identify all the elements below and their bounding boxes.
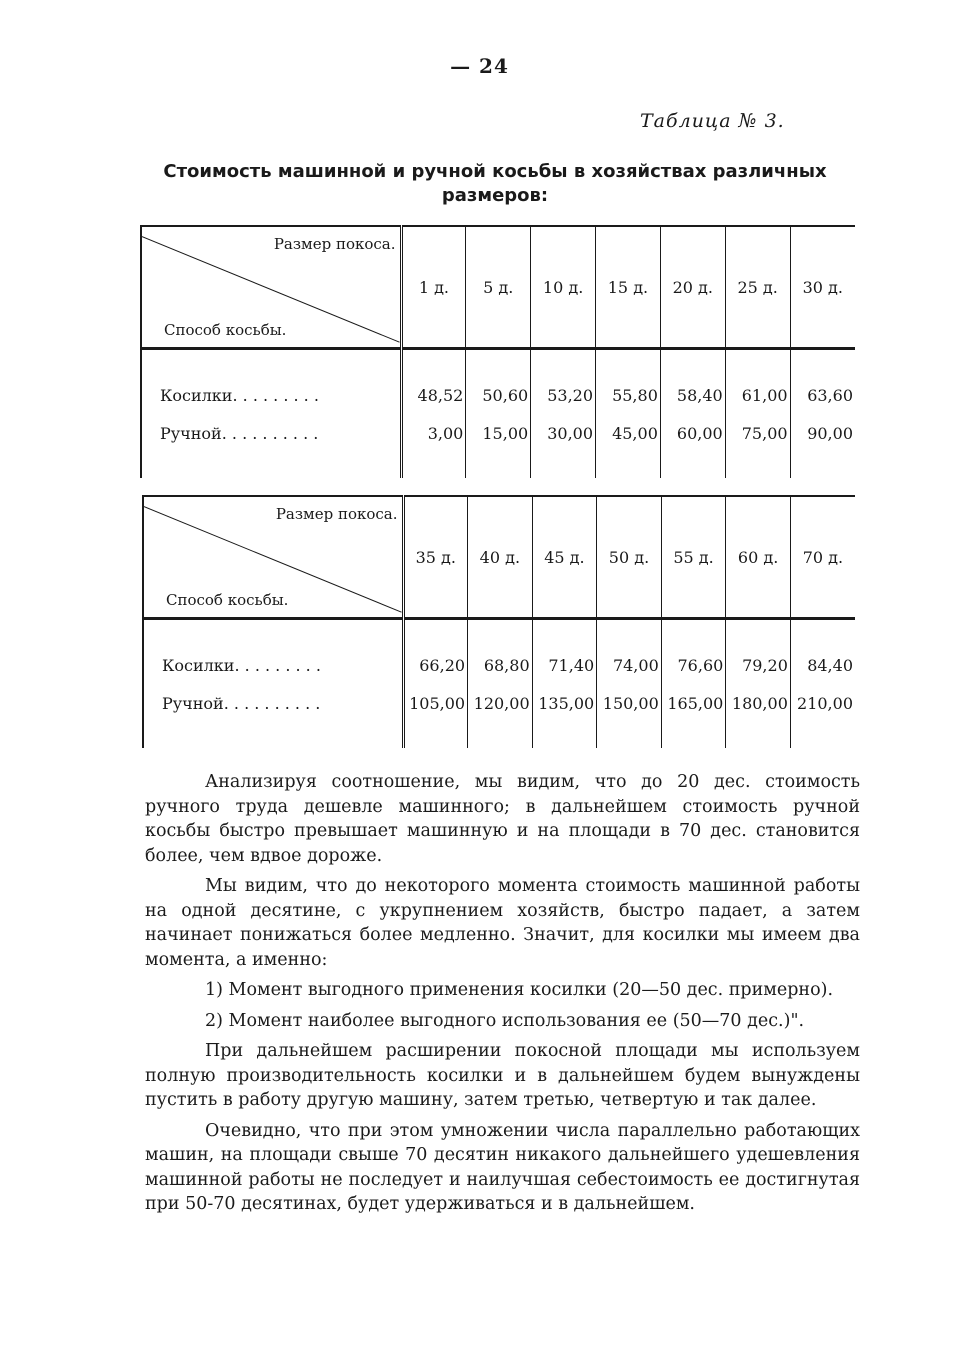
table-header-row [141,226,855,349]
table-cell: 55,80 [596,349,661,415]
column-header: 15 д. [596,226,661,349]
column-header: 5 д. [466,226,531,349]
header-size-label: Размер покоса. [273,235,396,253]
cost-table-1 [140,225,855,478]
diagonal-header-cell [143,496,403,619]
paragraph: 2) Момент наиболее выгодного использования ее (50—70 дес.)". [205,1010,805,1031]
page-number: — 24 [450,54,509,78]
table-cell: 15,00 [466,414,531,478]
row-label: Ручной. . . . . . . . . . [143,684,403,748]
table-cell: 61,00 [725,349,790,415]
table-cell: 165,00 [661,684,726,748]
column-header: 60 д. [726,496,791,619]
paragraph: Мы видим, что до некоторого момента стоимость машинной работы на одной десятине, с укрупнением хозяйств, быстро падает, а затем начинает понижаться более медленно. Значит, для косилки мы имеем два момента, а именно: [145,876,860,970]
table-cell: 84,40 [790,619,855,685]
table-cell: 120,00 [468,684,533,748]
table-cell: 210,00 [790,684,855,748]
row-label: Косилки. . . . . . . . . [143,619,403,685]
column-header: 40 д. [468,496,533,619]
table-cell: 3,00 [401,414,466,478]
header-size-label: Размер покоса. [275,505,398,523]
table-cell: 58,40 [660,349,725,415]
table-cell: 180,00 [726,684,791,748]
table-title: Стоимость машинной и ручной косьбы в хозяйствах различных размеров: [163,161,827,206]
body-text [145,770,860,1223]
paragraph: 1) Момент выгодного применения косилки (20—50 дес. примерно). [205,980,834,1000]
table-cell: 53,20 [531,349,596,415]
column-header: 10 д. [531,226,596,349]
column-header: 70 д. [790,496,855,619]
column-header: 25 д. [725,226,790,349]
table-row-kosilki [141,349,855,415]
table-cell: 30,00 [531,414,596,478]
table-cell: 45,00 [596,414,661,478]
table-row-ruchnoy [141,414,855,478]
table-cell: 79,20 [726,619,791,685]
header-method-label: Способ косьбы. [166,591,289,609]
column-header: 1 д. [401,226,466,349]
table-cell: 68,80 [468,619,533,685]
table-cell: 63,60 [790,349,855,415]
table-cell: 50,60 [466,349,531,415]
paragraph: Очевидно, что при этом умножении числа параллельно работающих машин, на площади свыше 70 десятин никакого дальнейшего удешевления машинной работы не последует и наилучшая себестоимость ее достигнутая при 50-70 десятинах, будет удерживаться и в дальнейшем. [145,1120,860,1214]
table-cell: 74,00 [597,619,662,685]
row-label: Косилки. . . . . . . . . [141,349,401,415]
row-label: Ручной. . . . . . . . . . [141,414,401,478]
table-header-row [143,496,855,619]
table-cell: 66,20 [403,619,468,685]
table-cell: 76,60 [661,619,726,685]
diagonal-header-cell [141,226,401,349]
column-header: 50 д. [597,496,662,619]
column-header: 45 д. [532,496,597,619]
paragraph: При дальнейшем расширении покосной площади мы используем полную производительность косилки и в дальнейшем будем вынуждены пустить в работу другую машину, затем третью, четвертую и так далее. [145,1041,860,1110]
table-cell: 48,52 [401,349,466,415]
paragraph: Анализируя соотношение, мы видим, что до 20 дес. стоимость ручного труда дешевле машинного; в дальнейшем стоимость ручной косьбы быстро превышает машинную и на площади в 70 дес. становится более, чем вдвое дороже. [145,772,860,866]
table-cell: 71,40 [532,619,597,685]
column-header: 35 д. [403,496,468,619]
table-cell: 60,00 [660,414,725,478]
table-label: Таблица № 3. [640,110,785,132]
table-cell: 90,00 [790,414,855,478]
cost-table-2 [142,495,855,748]
column-header: 20 д. [660,226,725,349]
table-row-kosilki [143,619,855,685]
table-cell: 105,00 [403,684,468,748]
column-header: 55 д. [661,496,726,619]
table-row-ruchnoy [143,684,855,748]
table-cell: 75,00 [725,414,790,478]
header-method-label: Способ косьбы. [164,321,287,339]
table-cell: 135,00 [532,684,597,748]
column-header: 30 д. [790,226,855,349]
table-cell: 150,00 [597,684,662,748]
